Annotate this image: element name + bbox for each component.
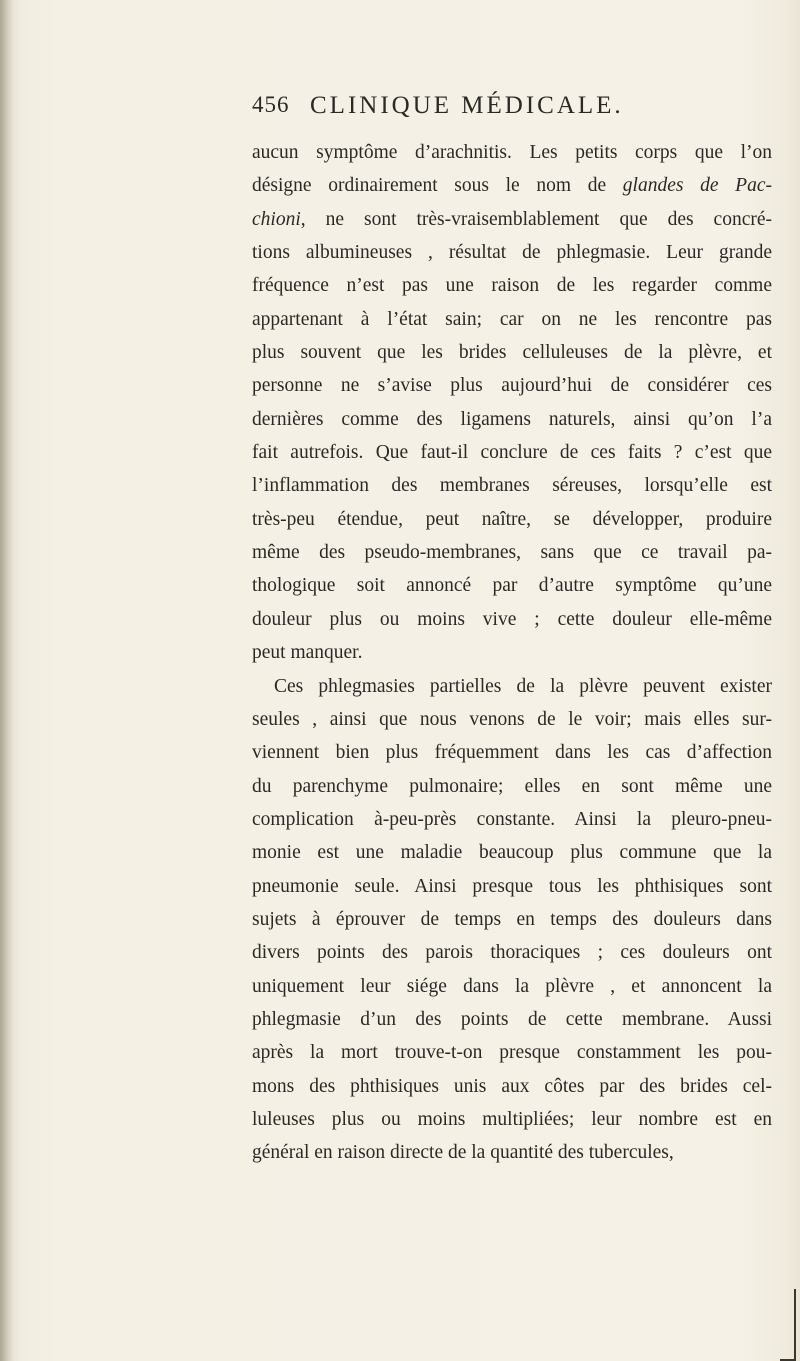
body-text bbox=[252, 136, 772, 1170]
text-line: aucun symptôme d’arachnitis. Les petits corps que l’on bbox=[252, 142, 772, 163]
text-line: seules , ainsi que nous venons de le voir; mais elles sur- bbox=[252, 708, 772, 730]
text-line: thologique soit annoncé par d’autre symptôme qu’une bbox=[252, 575, 772, 597]
text-line: monie est une maladie beaucoup plus commune que la bbox=[252, 842, 772, 864]
text-line: complication à-peu-près constante. Ainsi la pleuro-pneu- bbox=[252, 808, 772, 830]
text-line: douleur plus ou moins vive ; cette douleur elle-même bbox=[252, 608, 772, 630]
text-line: appartenant à l’état sain; car on ne les rencontre pas bbox=[252, 308, 772, 330]
page-header bbox=[252, 92, 772, 132]
scan-corner-mark bbox=[780, 1289, 796, 1361]
text-line: pneumonie seule. Ainsi presque tous les phthisiques sont bbox=[252, 875, 772, 897]
text-line: viennent bien plus fréquemment dans les cas d’affection bbox=[252, 742, 772, 764]
text-line: mons des phthisiques unis aux côtes par des brides cel- bbox=[252, 1075, 772, 1097]
text-line: dernières comme des ligamens naturels, ainsi qu’on l’a bbox=[252, 408, 772, 430]
italic-term: glandes de Pac- bbox=[622, 175, 772, 197]
text-line: luleuses plus ou moins multipliées; leur nombre est en bbox=[252, 1108, 772, 1130]
text-line: général en raison directe de la quantité des tubercules, bbox=[252, 1142, 674, 1164]
text-line: sujets à éprouver de temps en temps des douleurs dans bbox=[252, 908, 772, 930]
text-line: du parenchyme pulmonaire; elles en sont même une bbox=[252, 775, 772, 797]
text-line: fait autrefois. Que faut-il conclure de ces faits ? c’est que bbox=[252, 442, 772, 464]
text-line: chioni, ne sont très-vraisemblablement que des concré- bbox=[252, 208, 772, 230]
text-line: peut manquer. bbox=[252, 642, 363, 664]
running-title: CLINIQUE MÉDICALE. bbox=[310, 92, 624, 119]
text-line: même des pseudo-membranes, sans que ce travail pa- bbox=[252, 542, 772, 564]
text-line: après la mort trouve-t-on presque constamment les pou- bbox=[252, 1042, 772, 1064]
text-line: personne ne s’avise plus aujourd’hui de considérer ces bbox=[252, 375, 772, 397]
text-line: très-peu étendue, peut naître, se développer, produire bbox=[252, 508, 772, 530]
text-line: tions albumineuses , résultat de phlegmasie. Leur grande bbox=[252, 242, 772, 264]
text-line: l’inflammation des membranes séreuses, lorsqu’elle est bbox=[252, 475, 772, 497]
text-line: plus souvent que les brides celluleuses de la plèvre, et bbox=[252, 342, 772, 364]
text-line: fréquence n’est pas une raison de les regarder comme bbox=[252, 275, 772, 297]
page-gutter-shadow bbox=[0, 0, 14, 1361]
text-line: Ces phlegmasies partielles de la plèvre peuvent exister bbox=[274, 675, 772, 697]
text-line: phlegmasie d’un des points de cette membrane. Aussi bbox=[252, 1008, 772, 1030]
text-line: divers points des parois thoraciques ; ces douleurs ont bbox=[252, 942, 772, 964]
text-line: uniquement leur siége dans la plèvre , et annoncent la bbox=[252, 975, 772, 997]
text-line: désigne ordinairement sous le nom de glandes de Pac- bbox=[252, 175, 772, 197]
italic-term: chioni bbox=[252, 208, 301, 230]
page-number: 456 bbox=[252, 92, 290, 117]
